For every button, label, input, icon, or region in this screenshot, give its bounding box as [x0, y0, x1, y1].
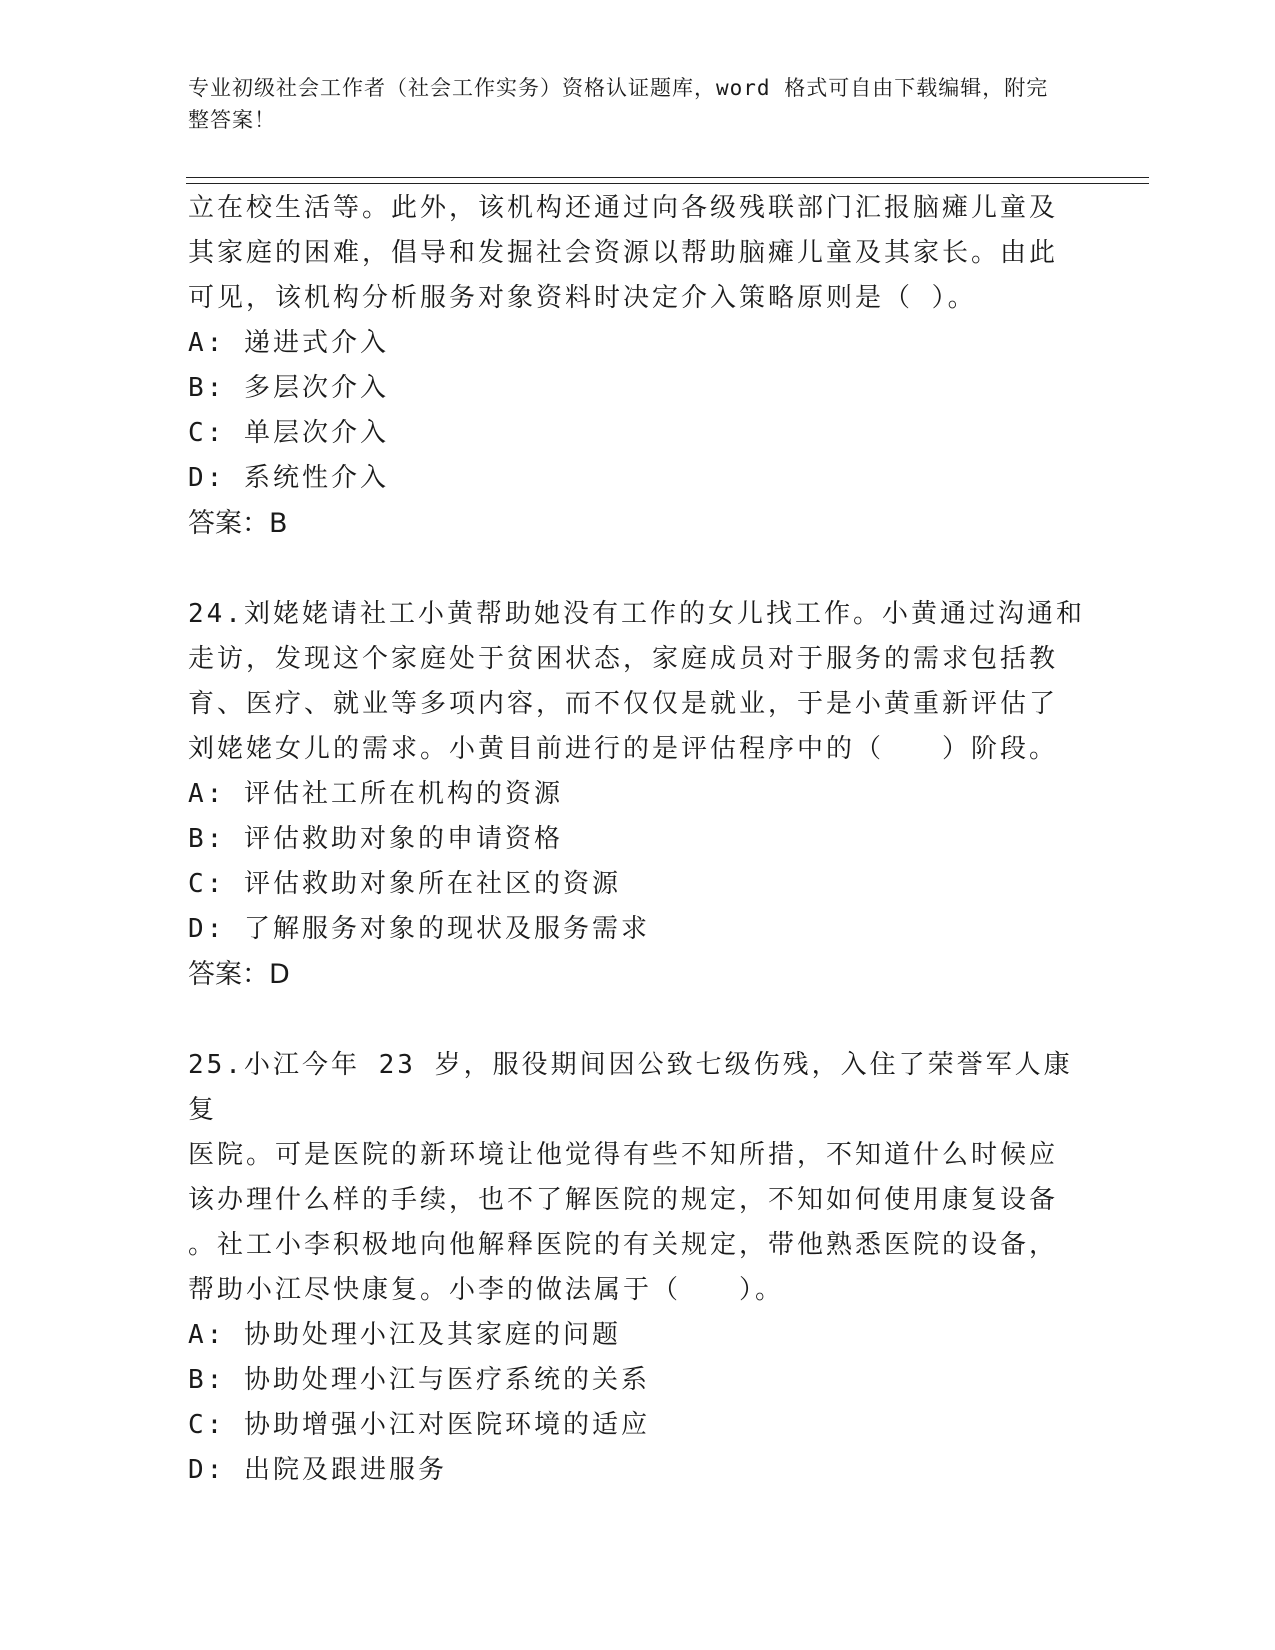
- question-text-line: 该办理什么样的手续，也不了解医院的规定，不知如何使用康复设备: [188, 1185, 1059, 1215]
- option-a: A: 协助处理小江及其家庭的问题: [188, 1320, 621, 1350]
- option-b: B: 评估救助对象的申请资格: [188, 824, 563, 854]
- question-text-line: 可见，该机构分析服务对象资料时决定介入策略原则是（ ）。: [188, 283, 977, 313]
- option-a: A: 递进式介入: [188, 328, 389, 358]
- option-c: C: 协助增强小江对医院环境的适应: [188, 1410, 650, 1440]
- header-title: 专业初级社会工作者（社会工作实务）资格认证题库，word 格式可自由下载编辑，附完整答案！: [188, 76, 1049, 132]
- question-block: [188, 592, 1088, 997]
- question-text-line: 帮助小江尽快康复。小李的做法属于（ ）。: [188, 1275, 785, 1305]
- option-b: B: 多层次介入: [188, 373, 389, 403]
- page-header: [188, 72, 1068, 136]
- question-text-line: 其家庭的困难，倡导和发掘社会资源以帮助脑瘫儿童及其家长。由此: [188, 238, 1059, 268]
- question-text-line: 医院。可是医院的新环境让他觉得有些不知所措，不知道什么时候应: [188, 1140, 1059, 1170]
- question-text-line: 刘姥姥女儿的需求。小黄目前进行的是评估程序中的（ ）阶段。: [188, 734, 1059, 764]
- option-d: D: 了解服务对象的现状及服务需求: [188, 914, 650, 944]
- option-d: D: 出院及跟进服务: [188, 1455, 447, 1485]
- answer-label: 答案：D: [188, 959, 290, 990]
- question-text-line: 24.刘姥姥请社工小黄帮助她没有工作的女儿找工作。小黄通过沟通和: [188, 599, 1085, 629]
- answer-label: 答案：B: [188, 508, 288, 539]
- question-text-line: 走访，发现这个家庭处于贫困状态，家庭成员对于服务的需求包括教: [188, 644, 1059, 674]
- question-text-line: 立在校生活等。此外，该机构还通过向各级残联部门汇报脑瘫儿童及: [188, 193, 1059, 223]
- document-body: [188, 186, 1088, 1493]
- question-text-line: 25.小江今年 23 岁，服役期间因公致七级伤残，入住了荣誉军人康复: [188, 1050, 1073, 1125]
- question-block: [188, 186, 1088, 546]
- option-a: A: 评估社工所在机构的资源: [188, 779, 563, 809]
- header-divider: [186, 177, 1149, 184]
- option-c: C: 单层次介入: [188, 418, 389, 448]
- question-block: [188, 1043, 1088, 1493]
- option-b: B: 协助处理小江与医疗系统的关系: [188, 1365, 650, 1395]
- option-c: C: 评估救助对象所在社区的资源: [188, 869, 621, 899]
- question-text-line: 。社工小李积极地向他解释医院的有关规定，带他熟悉医院的设备，: [188, 1230, 1059, 1260]
- question-text-line: 育、医疗、就业等多项内容，而不仅仅是就业，于是小黄重新评估了: [188, 689, 1059, 719]
- option-d: D: 系统性介入: [188, 463, 389, 493]
